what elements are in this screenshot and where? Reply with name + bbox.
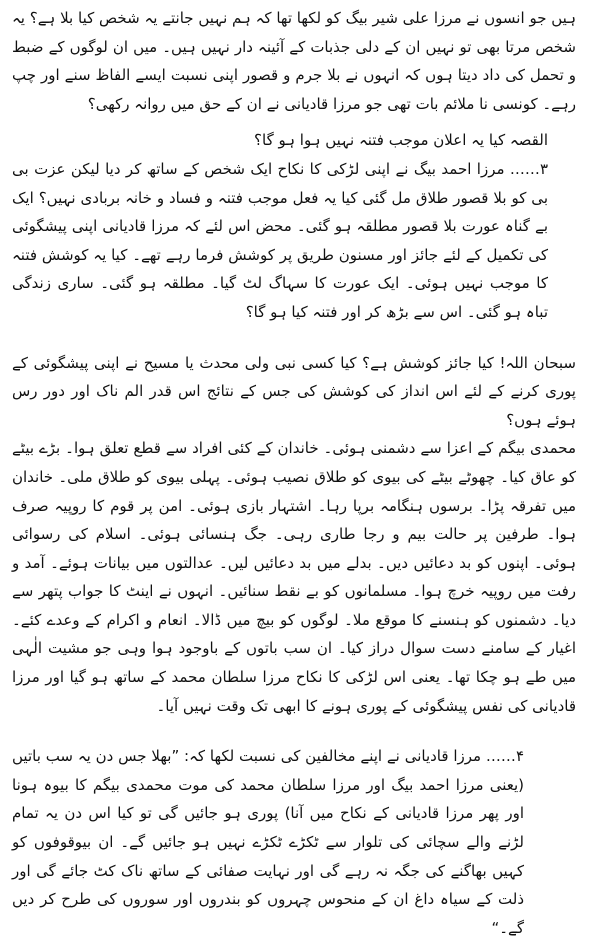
spacer	[12, 720, 576, 742]
paragraph-4: سبحان اللہ! کیا جائز کوشش ہے؟ کیا کسی نبی ولی محدث یا مسیح نے اپنی پیشگوئی کے پوری کرنے کے لئے اس انداز کی کوشش کی جس کے نتائج اس قدر الم ناک اور دور رس ہوئے ہوں؟	[12, 353, 576, 429]
paragraph-6: ۴…… مرزا قادیانی نے اپنے مخالفین کی نسبت لکھا کہ: ”بھلا جس دن یہ سب باتیں (یعنی مرزا احمد بیگ اور مرزا سلطان محمد کی موت محمدی بیگم کا بیوہ ہونا اور پھر مرزا قادیانی کے نکاح میں آنا) پوری ہو جائیں گی تو کیا اس دن یہ تمام لڑنے والے سچائی کی تلوار سے ٹکڑے ٹکڑے نہیں ہو جائیں گے۔ ان بیوقوفوں کو کہیں بھاگنے کی جگہ نہ رہے گی اور نہایت صفائی کے ساتھ ناک کٹ جائے گی اور ذلت کے سیاہ داغ ان کے منحوس چہروں کو بندروں اور سوروں کی طرح کر دیں گے۔“	[12, 747, 524, 937]
paragraph-1: ہیں جو انسوں نے مرزا علی شیر بیگ کو لکھا تھا کہ ہم نہیں جانتے یہ شخص کیا بلا ہے؟ یہ شخص مرتا بھی تو نہیں ان کے دلی جذبات کے آئینہ دار نہیں ہیں۔ میں ان لوگوں کے ضبط و تحمل کی داد دیتا ہوں کہ انہوں نے بلا جرم و قصور اپنی نسبت ایسے الفاظ سنے اور چپ رہے۔ کونسی نا ملائم بات تھی جو مرزا قادیانی نے ان کے حق میں روانہ رکھی؟	[12, 9, 576, 113]
spacer	[12, 327, 576, 349]
paragraph-2: القصہ کیا یہ اعلان موجب فتنہ نہیں ہوا ہو گا؟	[254, 131, 548, 150]
text-column	[12, 4, 576, 942]
spacer	[12, 118, 576, 126]
paragraph-3: ۳…… مرزا احمد بیگ نے اپنی لڑکی کا نکاح ایک شخص کے ساتھ کر دیا لیکن عزت بی بی کو بلا قصور طلاق مل گئی کیا یہ فعل موجب فتنہ و فساد و خانہ بربادی نہیں؟ ایک بے گناہ عورت بلا قصور مطلقہ ہو گئی۔ محض اس لئے کہ مرزا قادیانی اپنی پیشگوئی کی تکمیل کے لئے جائز اور مسنون طریق پر کوشش فرما رہے تھے۔ کیا یہ کوشش فتنہ کا موجب نہیں ہوئی۔ ایک عورت کا سہاگ لٹ گیا۔ مطلقہ ہو گئی۔ ساری زندگی تباہ ہو گئی۔ اس سے بڑھ کر اور فتنہ کیا ہو گا؟	[12, 159, 548, 321]
paragraph-5: محمدی بیگم کے اعزا سے دشمنی ہوئی۔ خاندان کے کئی افراد سے قطع تعلق ہوا۔ بڑے بیٹے کو عاق کیا۔ چھوٹے بیٹے کی بیوی کو طلاق نصیب ہوئی۔ پہلی بیوی کو طلاق ملی۔ خاندان میں تفرقہ پڑا۔ برسوں ہنگامہ برپا رہا۔ اشتہار بازی ہوئی۔ امن پر قوم کا روپیہ صرف ہوا۔ طرفین پر حالت بیم و رجا طاری رہی۔ جگ ہنسائی ہوئی۔ اسلام کی رسوائی ہوئی۔ اپنوں کو بد دعائیں دیں۔ بدلے میں بد دعائیں لیں۔ عدالتوں میں بیانات ہوئے۔ آمد و رفت میں روپیہ خرچ ہوا۔ مسلمانوں کو بے نقط سنائیں۔ انہوں نے اینٹ کا جواب پتھر سے دیا۔ دشمنوں کو ہنسنے کا موقع ملا۔ لوگوں کو بیچ میں ڈالا۔ انعام و اکرام کے وعدے کئے۔ اغیار کے سامنے دست سوال دراز کیا۔ ان سب باتوں کے باوجود ہوا وہی جو مشیت الٰہی میں طے ہو چکا تھا۔ یعنی اس لڑکی کا نکاح مرزا سلطان محمد کے ساتھ ہو گیا اور مرزا قادیانی کی نفس پیشگوئی کے پوری ہونے کا ابھی تک وقت نہیں آیا۔	[12, 439, 576, 715]
